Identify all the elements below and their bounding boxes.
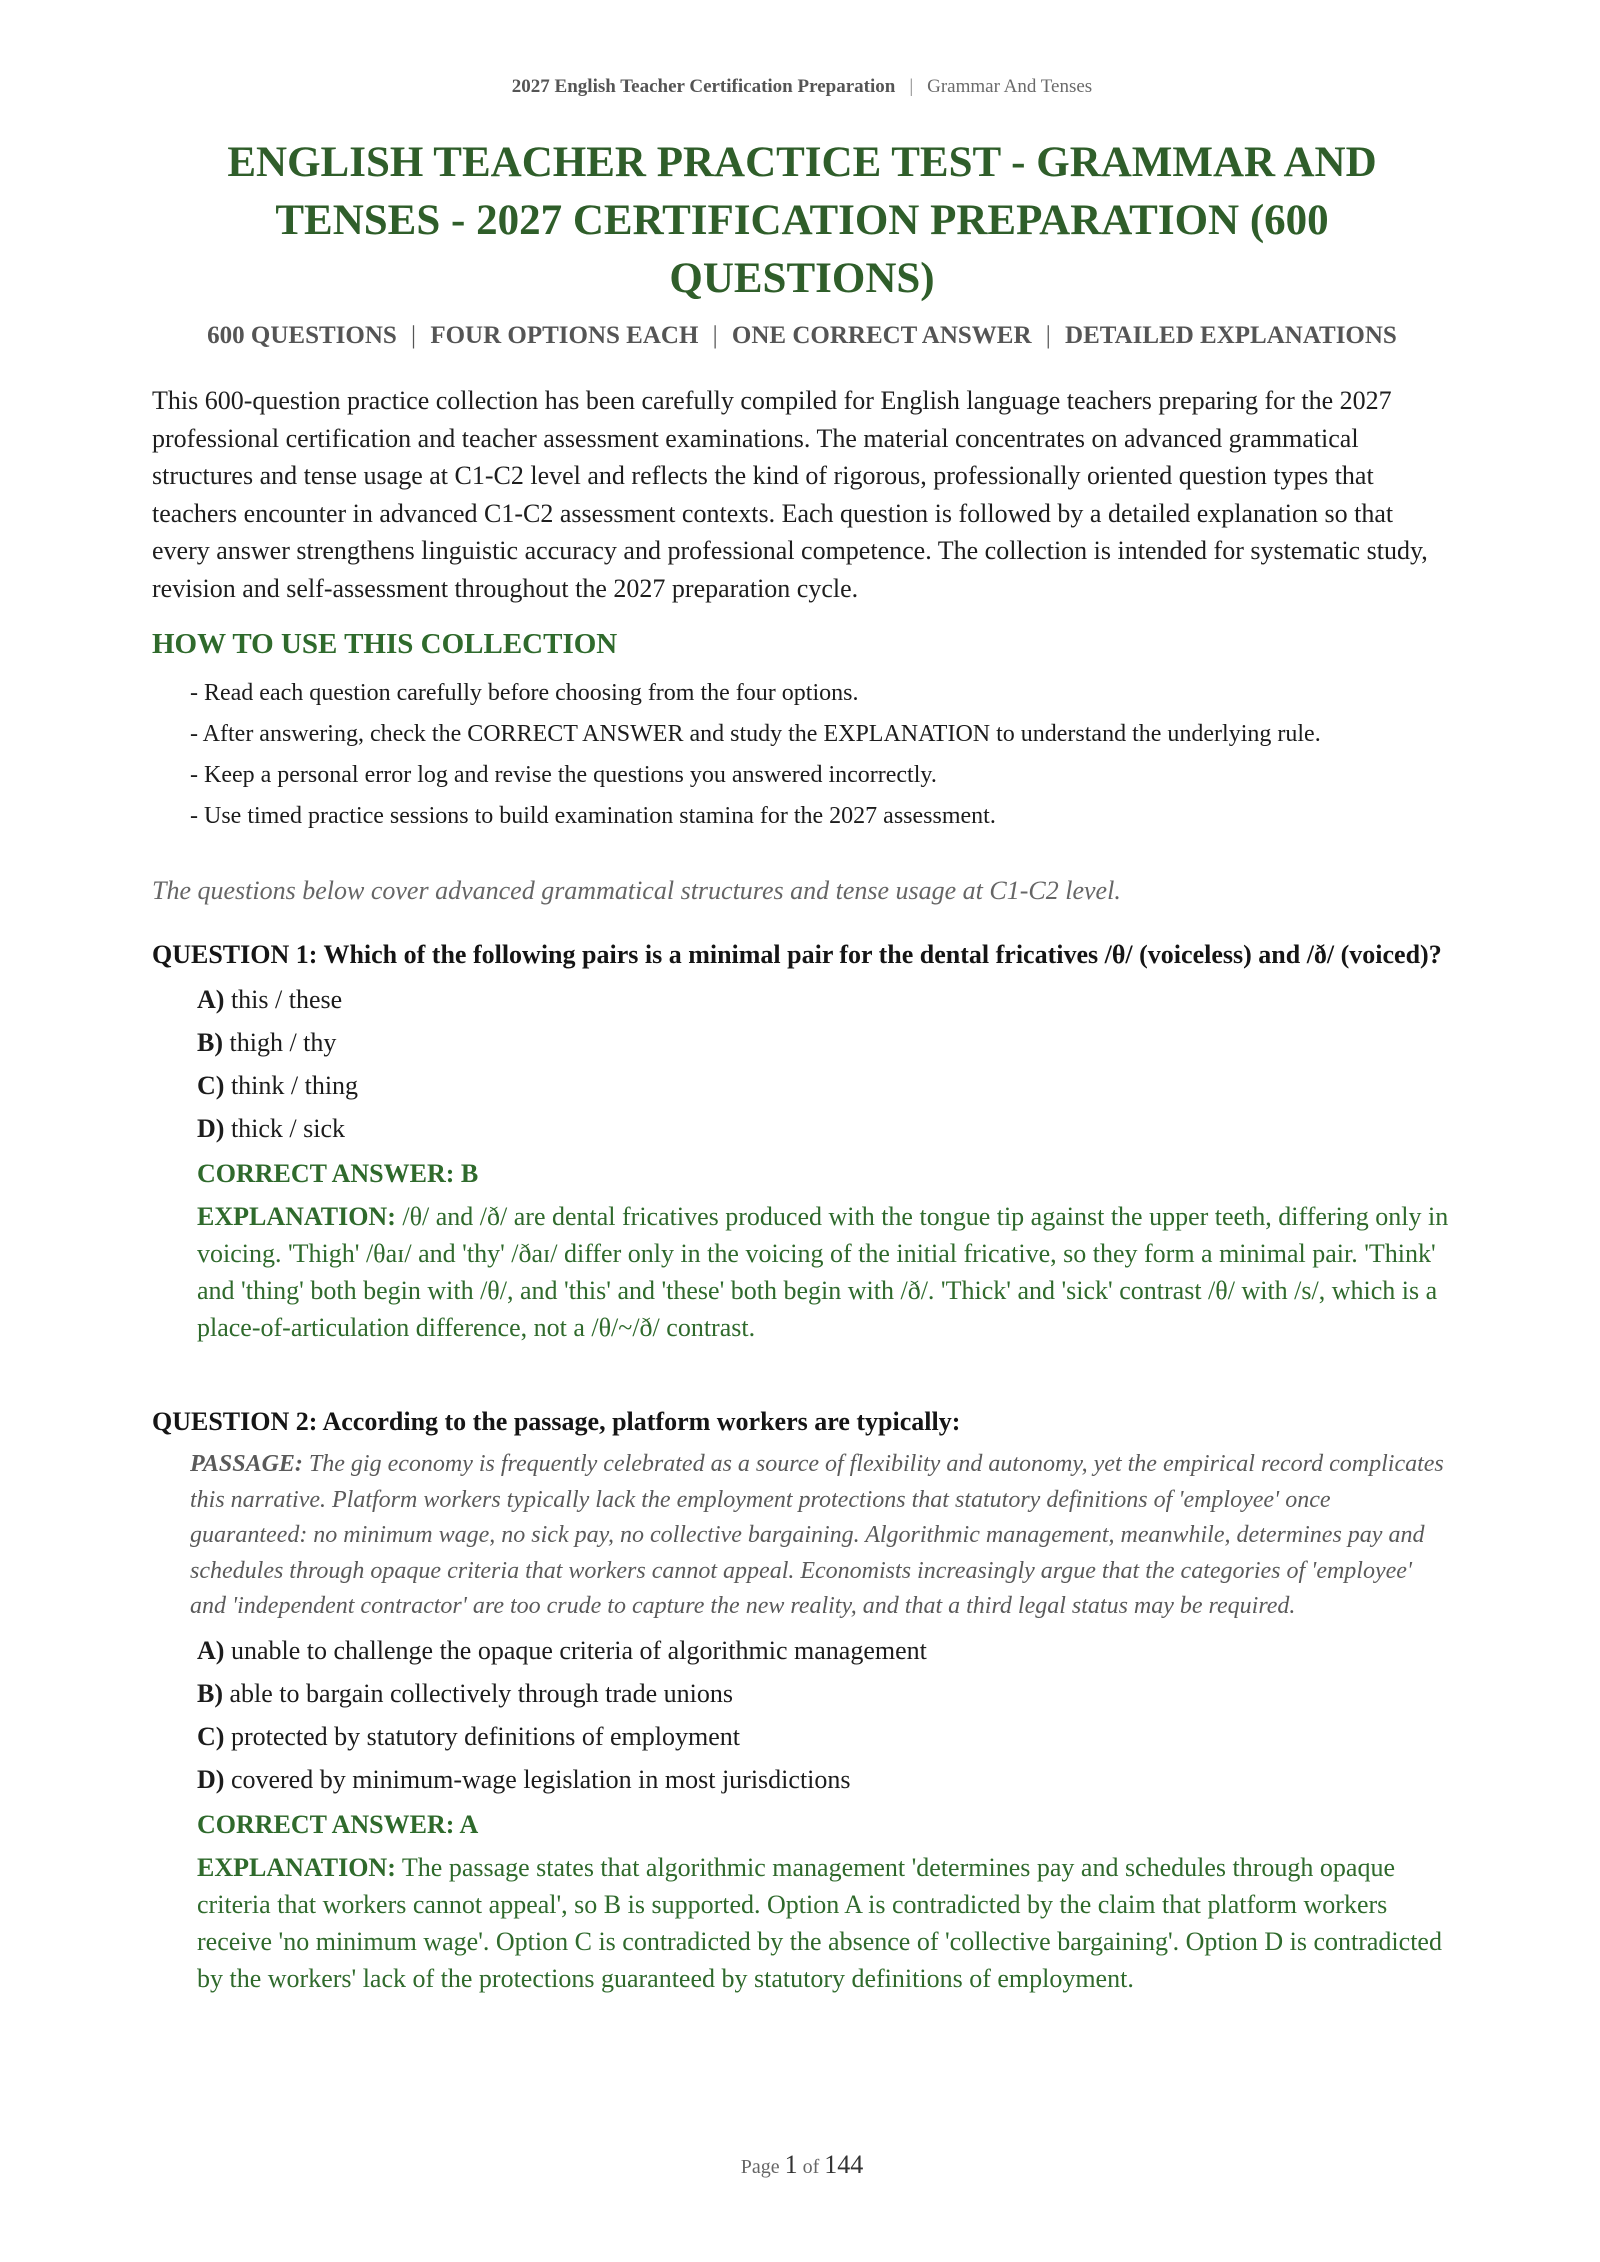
header-right: Grammar And Tenses — [927, 76, 1093, 97]
explanation-text: The passage states that algorithmic management 'determines pay and schedules through opaque criteria that workers cannot appeal', so B is supported. Option A is contradicted by the claim that platform workers receive 'no minimum wage'. Option C is contradicted by the absence of 'collective bargaining'. Option D is contradicted by the workers' lack of the protections guaranteed by statutory definitions of employment. — [197, 1852, 1442, 1993]
option-text: protected by statutory definitions of employment — [230, 1721, 740, 1751]
option-text: this / these — [230, 985, 343, 1014]
option-text: able to bargain collectively through trade unions — [229, 1678, 733, 1708]
option-c[interactable] — [197, 1064, 1452, 1107]
option-letter: A) — [197, 1635, 225, 1665]
option-text: covered by minimum-wage legislation in most jurisdictions — [230, 1764, 851, 1794]
how-to-use-item: - Keep a personal error log and revise the questions you answered incorrectly. — [190, 762, 937, 788]
explanation — [197, 1849, 1452, 1997]
how-to-use-item: - Read each question carefully before choosing from the four options. — [190, 680, 859, 706]
subtitle-item: FOUR OPTIONS EACH — [430, 322, 699, 349]
option-d[interactable] — [197, 1107, 1452, 1150]
correct-answer: CORRECT ANSWER: A — [197, 1809, 479, 1839]
subtitle-item: 600 QUESTIONS — [207, 322, 397, 349]
question-text: QUESTION 2: According to the passage, platform workers are typically: — [152, 1407, 961, 1436]
subtitle-separator: | — [411, 322, 417, 349]
option-letter: D) — [197, 1114, 225, 1143]
explanation-text: /θ/ and /ð/ are dental fricatives produced with the tongue tip against the upper teeth, differing only in voicing. 'Thigh' /θaɪ/ and 'thy' /ðaɪ/ differ only in the voicing of the initial fricative, so they form a minimal pair. 'Think' and 'thing' both begin with /θ/, and 'this' and 'these' both begin with /ð/. 'Thick' and 'sick' contrast /θ/ with /s/, which is a place-of-articulation difference, not a /θ/~/ð/ contrast. — [197, 1202, 1449, 1342]
how-to-use-item: - After answering, check the CORRECT ANSWER and study the EXPLANATION to understand the underlying rule. — [190, 721, 1321, 747]
page-label: Page — [740, 2156, 780, 2178]
page-footer — [152, 2150, 1452, 2180]
subtitle-separator: | — [712, 322, 718, 349]
option-b[interactable] — [197, 1021, 1452, 1064]
option-letter: B) — [197, 1678, 223, 1708]
explanation — [197, 1198, 1452, 1346]
page-of-label: of — [802, 2156, 820, 2178]
option-letter: C) — [197, 1071, 225, 1100]
options-list — [197, 978, 1452, 1150]
explanation-label: EXPLANATION: — [197, 1202, 396, 1231]
running-header — [152, 76, 1452, 98]
passage-text: The gig economy is frequently celebrated as a source of flexibility and autonomy, yet the empirical record complicates this narrative. Platform workers typically lack the employment protections that statutory definitions of 'employee' once guaranteed: no minimum wage, no sick pay, no collective bargaining. Algorithmic management, meanwhile, determines pay and schedules through opaque criteria that workers cannot appeal. Economists increasingly argue that the categories of 'employee' and 'independent contractor' are too crude to capture the new reality, and that a third legal status may be required. — [190, 1451, 1444, 1619]
correct-answer: CORRECT ANSWER: B — [197, 1159, 479, 1188]
subtitle-line — [152, 322, 1452, 350]
subtitle-separator: | — [1045, 322, 1051, 349]
option-text: thick / sick — [230, 1114, 346, 1143]
document-title: ENGLISH TEACHER PRACTICE TEST - GRAMMAR AND TENSES - 2027 CERTIFICATION PREPARATION (600 QUESTIONS) — [227, 139, 1377, 302]
option-letter: C) — [197, 1721, 225, 1751]
question-block — [152, 936, 1452, 1346]
section-heading-how-to-use: HOW TO USE THIS COLLECTION — [152, 628, 618, 660]
option-text: think / thing — [230, 1071, 359, 1100]
option-letter: D) — [197, 1764, 225, 1794]
option-text: unable to challenge the opaque criteria of algorithmic management — [230, 1635, 927, 1665]
option-letter: A) — [197, 985, 225, 1014]
option-a[interactable] — [197, 978, 1452, 1021]
subtitle-item: ONE CORRECT ANSWER — [731, 322, 1032, 349]
total-pages: 144 — [824, 2150, 864, 2179]
reading-passage — [190, 1447, 1452, 1625]
options-list — [197, 1629, 1452, 1801]
subtitle-item: DETAILED EXPLANATIONS — [1065, 322, 1397, 349]
header-separator: | — [909, 76, 914, 97]
intro-paragraph: This 600-question practice collection has been carefully compiled for English language teachers preparing for the 2027 professional certification and teacher assessment examinations. The material concentrates on advanced grammatical structures and tense usage at C1-C2 level and reflects the kind of rigorous, professionally oriented question types that teachers encounter in advanced C1-C2 assessment contexts. Each question is followed by a detailed explanation so that every answer strengthens linguistic accuracy and professional competence. The collection is intended for systematic study, revision and self-assessment throughout the 2027 preparation cycle. — [152, 386, 1428, 603]
passage-label: PASSAGE: — [190, 1451, 303, 1477]
page-number: 1 — [784, 2150, 798, 2179]
option-c[interactable] — [197, 1715, 1452, 1758]
how-to-use-item: - Use timed practice sessions to build examination stamina for the 2027 assessment. — [190, 803, 996, 829]
option-text: thigh / thy — [229, 1028, 337, 1057]
explanation-label: EXPLANATION: — [197, 1852, 396, 1882]
question-block — [152, 1403, 1452, 1997]
option-letter: B) — [197, 1028, 223, 1057]
question-text: QUESTION 1: Which of the following pairs is a minimal pair for the dental fricatives /θ/ (voiceless) and /ð/ (voiced)? — [152, 940, 1442, 969]
header-left: 2027 English Teacher Certification Preparation — [511, 76, 896, 97]
option-d[interactable] — [197, 1758, 1452, 1801]
option-b[interactable] — [197, 1672, 1452, 1715]
how-to-use-list — [190, 676, 1452, 840]
coverage-note: The questions below cover advanced grammatical structures and tense usage at C1-C2 level. — [152, 876, 1121, 905]
option-a[interactable] — [197, 1629, 1452, 1672]
document-page — [152, 0, 1452, 2262]
